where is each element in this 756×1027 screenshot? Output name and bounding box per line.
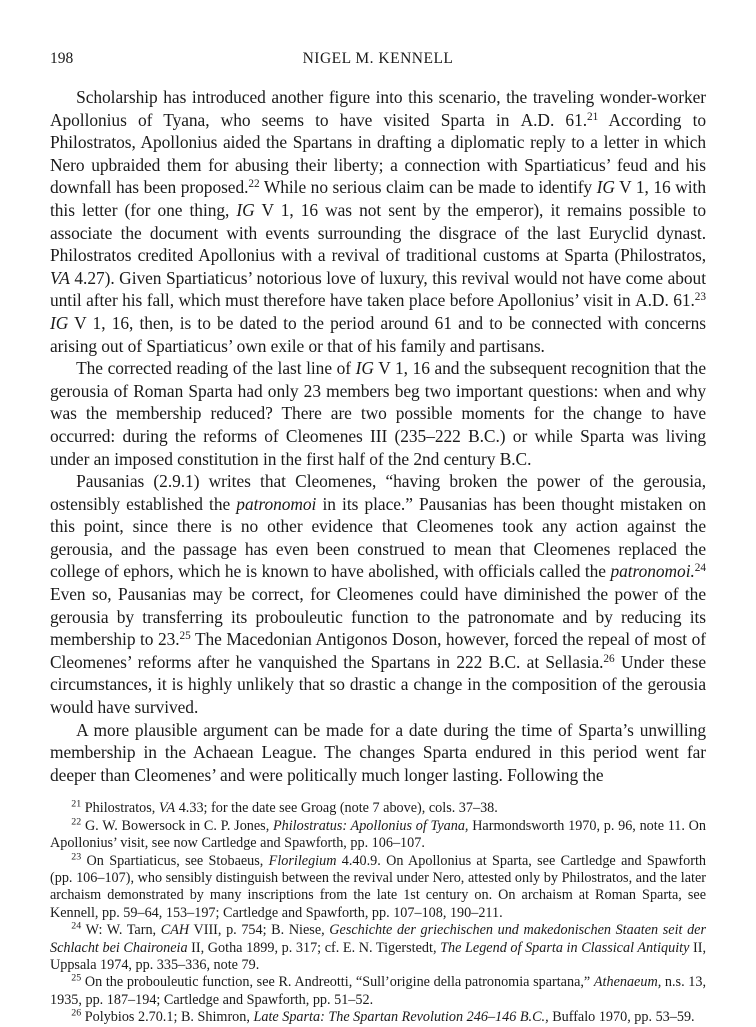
footnote-21: $^{21}$ Philostratos, VA 4.33; for the date see Groag (note 7 above), cols. 37–38. [71,798,498,817]
footnote-23: $^{23}$ On Spartiaticus, see Stobaeus, Florilegium 4.40.9. On Apollonius at Sparta, see Cartledge and Spawforth (pp. 106–107), who sensibly distinguish between the revival under Nero, attested only by Philostratos, and the later archaism demonstrated by many inscriptions from the late 1st century on. On archaism at Roman Sparta, see Kennell, pp. 59–64, 153–197; Cartledge and Spawforth, pp. 107–108, 190–211. [50,851,706,921]
footnote-ref: 21 [587,110,599,123]
footnote-ref: 25 [179,630,191,643]
body-paragraph-2: The corrected reading of the last line of IG V 1, 16 and the subsequent recognition that the gerousia of Roman Sparta had only 23 members beg two important questions: when and why was the membership reduced? There are two possible moments for the change to have occurred: during the reforms of Cleomenes III (235–222 B.C.) or while Sparta was living under an imposed constitution in the first half of the 2nd century B.C. [50,358,706,469]
body-paragraph-1: Scholarship has introduced another figure into this scenario, the traveling wonder-worker Apollonius of Tyana, who seems to have visited Sparta in A.D. 61.21 According to Philostratos, Apollonius aided the Spartans in drafting a diplomatic reply to a letter in which Nero upbraided them for abusing their liberty; a connection with Spartiaticus’ feud and his downfall has been proposed.$^{22}$ While no serious claim can be made to identify IG V 1, 16 with this letter (for one thing, IG V 1, 16 was not sent by the emperor), it remains possible to associate the document with events surrounding the disgrace of the last Euryclid dynast. Philostratos credited Apollonius with a revival of traditional customs at Sparta (Philostratos, VA 4.27). Given Spartiaticus’ notorious love of luxury, this revival would not have come about until after his fall, which must therefore have taken place before Apollonius’ visit in A.D. 61.23 IG V 1, 16, then, is to be dated to the period around 61 and to be connected with concerns arising out of Spartiaticus’ own exile or that of his family and partisans. [50,87,707,356]
footnote-ref: 22 [248,178,260,191]
body-paragraph-3: Pausanias (2.9.1) writes that Cleomenes, “having broken the power of the gerousia, ostensibly established the patronomoi in its place.” Pausanias has been thought mistaken on this point, since there is no other evidence that Cleomenes took any action against the gerousia, and the passage has even been construed to mean that Cleomenes replaced the college of ephors, which he is known to have abolished, with officials called the patronomoi.$^{24}$ Even so, Pausanias may be correct, for Cleomenes could have diminished the power of the gerousia by transferring its probouleutic function to the patronomate and by reducing its membership to 23.25 The Macedonian Antigonos Doson, however, forced the repeal of most of Cleomenes’ reforms after he vanquished the Spartans in 222 B.C. at Sellasia.$^{26}$ Under these circumstances, it is highly unlikely that so drastic a change in the composition of the gerousia would have survived. [50,471,706,718]
footnotes [50,800,706,1026]
footnote-ref: 26 [603,652,615,665]
footnote-ref: 24 [694,562,706,575]
body-paragraph-4: A more plausible argument can be made for a date during the time of Sparta’s unwilling membership in the Achaean League. The changes Sparta endured in this period went far deeper than Cleomenes’ and were politically much longer lasting. Following the [50,719,706,785]
page-number: 198 [50,50,74,67]
footnote-22: $^{22}$ G. W. Bowersock in C. P. Jones, Philostratus: Apollonius of Tyana, Harmondsworth 1970, p. 96, note 11. On Apollonius’ visit, see now Cartledge and Spawforth, pp. 106–107. [50,816,706,852]
body-text [50,86,706,786]
running-head-author: NIGEL M. KENNELL [302,50,454,67]
running-head [50,50,706,72]
footnote-25: $^{25}$ On the probouleutic function, see R. Andreotti, “Sull’origine della patronomia spartana,” Athenaeum, n.s. 13, 1935, pp. 187–194; Cartledge and Spawforth, pp. 51–52. [50,973,706,1008]
footnote-ref: 23 [694,291,706,304]
footnote-24: $^{24}$ W: W. Tarn, CAH VIII, p. 754; B. Niese, Geschichte der griechischen und makedonischen Staaten seit der Schlacht bei Chaironeia II, Gotha 1899, p. 317; cf. E. N. Tigerstedt, The Legend of Sparta in Classical Antiquity II, Uppsala 1974, pp. 335–336, note 79. [50,920,707,974]
footnote-26: $^{26}$ Polybios 2.70.1; B. Shimron, Late Sparta: The Spartan Revolution 246–146 B.C., Buffalo 1970, pp. 53–59. [71,1007,695,1026]
